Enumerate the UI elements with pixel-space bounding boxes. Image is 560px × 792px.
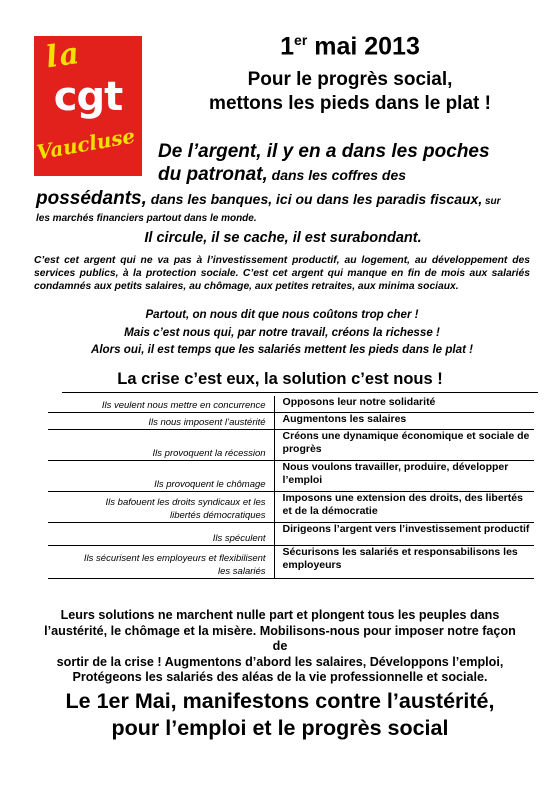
problem-text: Ils bafouent les droits syndicaux et les bbox=[105, 497, 266, 508]
intro-line-3a: possédants, bbox=[36, 188, 147, 209]
problem-cell bbox=[48, 492, 274, 522]
solution-cell bbox=[274, 461, 540, 491]
solution-cell bbox=[274, 396, 540, 412]
page-title-date bbox=[150, 32, 550, 61]
problem-text: Ils provoquent le chômage bbox=[154, 479, 266, 490]
solution-cell bbox=[274, 430, 540, 460]
intro-line-3b: dans les banques, ici ou dans les paradis fiscaux, bbox=[146, 191, 483, 207]
table-row bbox=[48, 523, 540, 545]
problem-text: Ils nous imposent l’austérité bbox=[148, 417, 266, 428]
problem-text: Ils veulent nous mettre en concurrence bbox=[101, 400, 266, 411]
solution-cell bbox=[274, 546, 540, 578]
problem-text: les salariés bbox=[218, 566, 266, 577]
closing-paragraph bbox=[40, 608, 520, 686]
page-subtitle bbox=[150, 68, 550, 116]
crise-heading: La crise c’est eux, la solution c’est nous ! bbox=[117, 370, 443, 388]
subtitle-line-1: Pour le progrès social, bbox=[247, 69, 453, 90]
final-line-2: pour l’emploi et le progrès social bbox=[111, 716, 449, 740]
logo-cgt-text: cgt bbox=[53, 74, 123, 120]
date-day: 1 bbox=[280, 32, 295, 61]
solution-text: Sécurisons les salariés et responsabilisons les bbox=[282, 546, 518, 558]
solution-text: progrès bbox=[282, 443, 322, 455]
circule-heading: Il circule, il se cache, il est surabondant. bbox=[144, 230, 422, 246]
problem-text: Ils spéculent bbox=[212, 533, 266, 544]
problem-cell bbox=[48, 461, 274, 491]
intro-line-3 bbox=[36, 187, 530, 213]
solution-text: Nous voulons travailler, produire, développer bbox=[282, 461, 509, 473]
solution-text: et de la démocratie bbox=[282, 505, 378, 517]
problem-text: libertés démocratiques bbox=[169, 510, 266, 521]
solution-text: Imposons une extension des droits, des libertés bbox=[282, 492, 523, 504]
closing-line-2: l’austérité, le chômage et la misère. Mobilisons-nous pour imposer notre façon de bbox=[44, 623, 516, 653]
comparison-table bbox=[48, 396, 540, 579]
final-line-1: Le 1er Mai, manifestons contre l’austérité, bbox=[65, 689, 495, 713]
table-row bbox=[48, 492, 540, 522]
final-call bbox=[30, 688, 530, 742]
table-row bbox=[48, 461, 540, 491]
solution-cell bbox=[274, 492, 540, 522]
subtitle-line-2: mettons les pieds dans le plat ! bbox=[209, 93, 491, 114]
solution-text: Créons une dynamique économique et sociale de bbox=[282, 430, 530, 442]
quotes-block bbox=[34, 306, 530, 359]
problem-text: Ils provoquent la récession bbox=[152, 448, 266, 459]
intro-line-2 bbox=[36, 163, 530, 187]
intro-line-2a: du patronat, bbox=[158, 164, 268, 185]
table-row bbox=[48, 396, 540, 412]
solution-text: Opposons leur notre solidarité bbox=[282, 396, 436, 408]
closing-line-3: sortir de la crise ! Augmentons d’abord les salaires, Développons l’emploi, bbox=[56, 654, 504, 669]
date-rest: mai 2013 bbox=[307, 32, 420, 61]
problem-cell bbox=[48, 523, 274, 545]
table-row bbox=[48, 546, 540, 578]
problem-cell bbox=[48, 546, 274, 578]
quote-3: Alors oui, il est temps que les salariés mettent les pieds dans le plat ! bbox=[90, 343, 474, 356]
quote-2: Mais c’est nous qui, par notre travail, créons la richesse ! bbox=[124, 325, 440, 339]
closing-line-1: Leurs solutions ne marchent nulle part et plongent tous les peuples dans bbox=[60, 608, 500, 622]
closing-line-4: Protégeons les salariés des aléas de la vie professionnelle et sociale. bbox=[72, 670, 488, 684]
intro-line-4: les marchés financiers partout dans le monde. bbox=[36, 213, 257, 224]
intro-line-3c: sur bbox=[482, 196, 501, 207]
row-separator bbox=[48, 578, 534, 579]
intro-statement bbox=[36, 140, 530, 225]
logo-vaucluse-text: Vaucluse bbox=[34, 123, 137, 165]
problem-cell bbox=[48, 430, 274, 460]
logo-la-text: la bbox=[43, 35, 84, 76]
body-paragraph: C’est cet argent qui ne va pas à l’investissement productif, au logement, au développement des services publics, à la protection sociale. C’est cet argent qui manque en fin de mois aux salariés condamnés aux petits salaires, au chômage, aux petites retraites, aux minima sociaux. bbox=[34, 255, 530, 292]
problem-cell bbox=[48, 413, 274, 429]
table-row bbox=[48, 413, 540, 429]
solution-text: Dirigeons l’argent vers l’investissement productif bbox=[282, 523, 530, 535]
intro-line-1: De l’argent, il y en a dans les poches bbox=[158, 141, 490, 162]
solution-cell bbox=[274, 523, 540, 545]
solution-text: employeurs bbox=[282, 559, 342, 571]
crise-heading-underline bbox=[62, 392, 538, 393]
solution-text: l’emploi bbox=[282, 474, 323, 486]
problem-cell bbox=[48, 396, 274, 412]
problem-text: Ils sécurisent les employeurs et flexibilisent bbox=[83, 553, 266, 564]
intro-line-2b: dans les coffres des bbox=[267, 167, 407, 183]
solution-cell bbox=[274, 413, 540, 429]
solution-text: Augmentons les salaires bbox=[282, 413, 407, 425]
quote-1: Partout, on nous dit que nous coûtons trop cher ! bbox=[145, 308, 419, 321]
date-superscript: er bbox=[294, 32, 308, 48]
table-row bbox=[48, 430, 540, 460]
